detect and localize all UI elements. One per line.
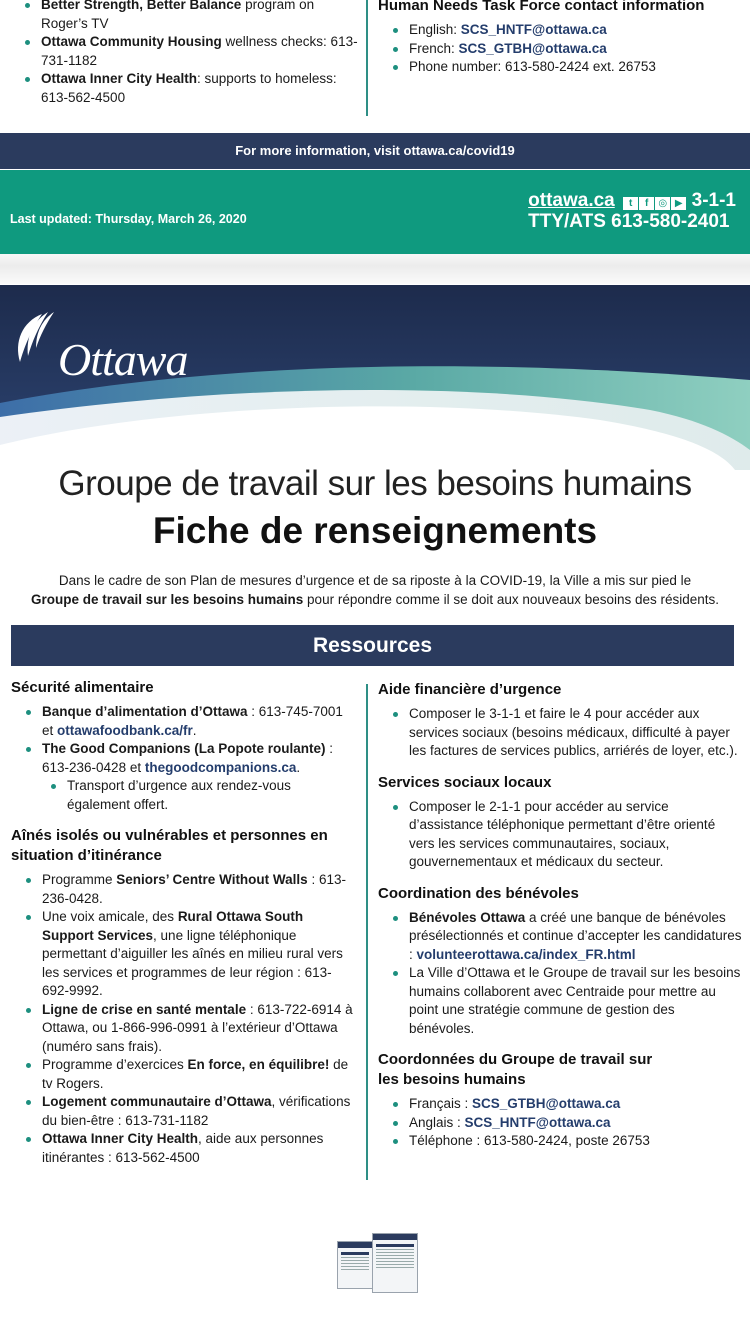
social-icons [623,193,687,211]
ottawa-logo [12,308,212,388]
intro-paragraph: Dans le cadre de son Plan de mesures d’urgence et de sa riposte à la COVID-19, la Ville a mis sur pied le Groupe de travail sur les besoins humains pour répondre comme il se doit aux nouveaux besoins des résidents. [30,573,720,607]
footer-contact [528,190,736,232]
list-item: Programme d’exercices En force, en équilibre! de tv Rogers. [25,1056,356,1093]
contact-heading: Human Needs Task Force contact information [378,0,705,14]
list-item: Composer le 3-1-1 et faire le 4 pour accéder aux services sociaux (besoins médicaux, difficulté à payer les factures de services publics, arriérés de loyer, etc.). [392,705,742,761]
column-divider [366,684,368,1180]
column-divider [366,0,368,116]
right-column [378,680,742,1163]
list-item: English: SCS_HNTF@ottawa.ca [392,21,750,40]
page-thumbnail-2[interactable] [372,1233,418,1293]
list-item: Banque d’alimentation d’Ottawa : 613-745-7001 et ottawafoodbank.ca/fr. [25,703,356,740]
ottawa-logo-text: Ottawa [58,334,188,385]
food-security-heading: Sécurité alimentaire [11,679,154,696]
list-item: Téléphone : 613-580-2424, poste 26753 [392,1132,742,1151]
twitter-icon[interactable]: t [623,197,638,210]
list-item: Logement communautaire d’Ottawa, vérifications du bien-être : 613-731-1182 [25,1093,356,1130]
food-bank-link[interactable]: ottawafoodbank.ca/fr [57,722,193,738]
english-page-tail [0,0,750,132]
resources-header: Ressources [11,625,734,666]
list-item: Ottawa Inner City Health: supports to homeless: 613-562-4500 [24,70,364,107]
financial-aid-heading: Aide financière d’urgence [378,681,562,698]
page-separator [0,254,750,284]
social-services-heading: Services sociaux locaux [378,773,552,791]
good-companions-link[interactable]: thegoodcompanions.ca [144,759,297,775]
list-item: Bénévoles Ottawa a créé une banque de bénévoles présélectionnés et continue d’accepter les candidatures : volunteerottawa.ca/index_FR.html [392,909,742,965]
tty-number: TTY/ATS 613-580-2401 [528,211,730,232]
site-link[interactable]: ottawa.ca [528,190,615,211]
volunteer-heading: Coordination des bénévoles [378,884,579,902]
list-item: Une voix amicale, des Rural Ottawa South Support Services, une ligne téléphonique permettant d’aiguiller les aînés en milieu rural vers les services et programmes de leur région : 613-692-9992. [25,908,356,1001]
seniors-heading: Aînés isolés ou vulnérables et personnes en situation d’itinérance [11,827,328,864]
english-contact-info [378,0,750,77]
list-item: Phone number: 613-580-2424 ext. 26753 [392,58,750,77]
page-thumbnails [337,1233,419,1295]
last-updated: Last updated: Thursday, March 26, 2020 [10,212,247,226]
list-item: Better Strength, Better Balance program on Roger’s TV [24,0,364,33]
list-item: Programme Seniors’ Centre Without Walls : 613-236-0428. [25,871,356,908]
list-item: Français : SCS_GTBH@ottawa.ca [392,1095,742,1114]
facebook-icon[interactable]: f [639,197,654,210]
page-title: Groupe de travail sur les besoins humains [58,464,692,503]
left-column [11,678,356,1179]
page-thumbnail-1[interactable] [337,1241,373,1289]
list-item: Composer le 2-1-1 pour accéder au service d’assistance téléphonique permettant d’être orienté vers les services communautaires, sociaux, gouvernementaux et médicaux du secteur. [392,798,742,872]
volunteer-link[interactable]: volunteerottawa.ca/index_FR.html [416,946,636,962]
list-item: Ligne de crise en santé mentale : 613-722-6914 à Ottawa, ou 1-866-996-0991 à l’extérieur d’Ottawa (numéro sans frais). [25,1001,356,1057]
email-link-french[interactable]: SCS_GTBH@ottawa.ca [458,40,607,56]
list-item: The Good Companions (La Popote roulante) : 613-236-0428 et thegoodcompanions.ca. Transport d’urgence aux rendez-vous également offert. [25,740,356,814]
more-info-bar: For more information, visit ottawa.ca/covid19 [0,133,750,169]
contact-heading-fr: Coordonnées du Groupe de travail sur les besoins humains [378,1051,653,1088]
page-subtitle: Fiche de renseignements [152,510,598,551]
list-item: Ottawa Inner City Health, aide aux personnes itinérantes : 613-562-4500 [25,1130,356,1167]
list-item: La Ville d’Ottawa et le Groupe de travail sur les besoins humains collaborent avec Centraide pour mettre au point une stratégie commune de gestion des bénévoles. [392,964,742,1038]
list-item: Anglais : SCS_HNTF@ottawa.ca [392,1114,742,1133]
list-item: Transport d’urgence aux rendez-vous également offert. [50,777,356,814]
phone-311: 3-1-1 [691,190,736,211]
email-link-english[interactable]: SCS_HNTF@ottawa.ca [460,22,607,37]
email-link-english[interactable]: SCS_HNTF@ottawa.ca [464,1114,611,1130]
instagram-icon[interactable]: ◎ [655,197,670,210]
list-item: Ottawa Community Housing wellness checks: 613-731-1182 [24,33,364,70]
youtube-icon[interactable]: ▶ [671,197,686,210]
list-item: French: SCS_GTBH@ottawa.ca [392,40,750,59]
footer-contact-bar [0,170,750,254]
english-resources-list-tail [24,0,364,107]
covid-info-link[interactable]: ottawa.ca/covid19 [403,143,515,158]
email-link-french[interactable]: SCS_GTBH@ottawa.ca [472,1096,621,1111]
